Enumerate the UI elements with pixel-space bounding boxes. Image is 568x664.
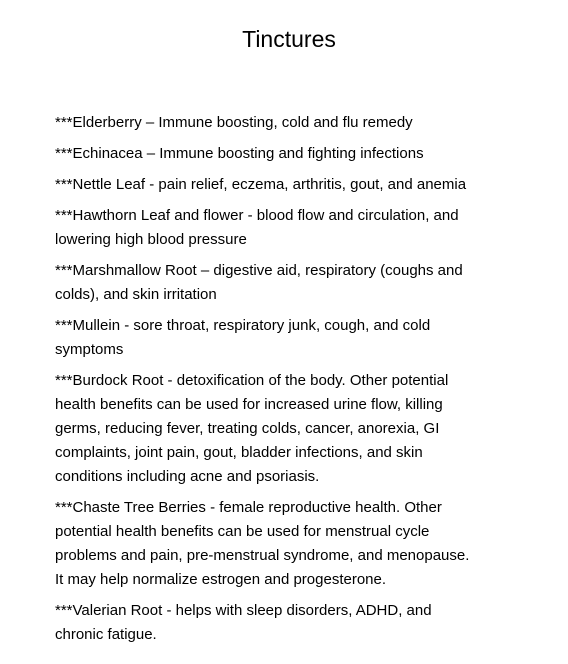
tincture-entry-nettle-leaf xyxy=(55,173,525,197)
tincture-entry-valerian-root xyxy=(55,599,525,647)
tincture-entry-elderberry xyxy=(55,111,525,135)
entry-line: germs, reducing fever, treating colds, cancer, anorexia, GI xyxy=(55,420,440,437)
entry-line: ***Mullein - sore throat, respiratory junk, cough, and cold xyxy=(55,317,431,334)
entry-line: ***Hawthorn Leaf and flower - blood flow and circulation, and xyxy=(55,207,459,224)
tincture-entry-marshmallow-root xyxy=(55,259,525,307)
entry-line: conditions including acne and psoriasis. xyxy=(55,468,320,485)
tincture-entry-hawthorn xyxy=(55,204,525,252)
entry-line: health benefits can be used for increased urine flow, killing xyxy=(55,396,443,413)
entry-line: ***Elderberry – Immune boosting, cold and flu remedy xyxy=(55,114,413,131)
entry-line: lowering high blood pressure xyxy=(55,231,247,248)
entry-line: complaints, joint pain, gout, bladder infections, and skin xyxy=(55,444,423,461)
entry-line: problems and pain, pre-menstrual syndrome, and menopause. xyxy=(55,547,470,564)
entry-line: colds), and skin irritation xyxy=(55,286,217,303)
tincture-entry-echinacea xyxy=(55,142,525,166)
entry-line: ***Echinacea – Immune boosting and fighting infections xyxy=(55,145,424,162)
tincture-list xyxy=(55,111,525,654)
entry-line: potential health benefits can be used for menstrual cycle xyxy=(55,523,430,540)
entry-line: chronic fatigue. xyxy=(55,626,157,643)
entry-line: ***Marshmallow Root – digestive aid, respiratory (coughs and xyxy=(55,262,463,279)
entry-line: It may help normalize estrogen and progesterone. xyxy=(55,571,387,588)
entry-line: ***Valerian Root - helps with sleep disorders, ADHD, and xyxy=(55,602,432,619)
entry-line: symptoms xyxy=(55,341,124,358)
document-title: Tinctures xyxy=(242,26,336,52)
entry-line: ***Nettle Leaf - pain relief, eczema, arthritis, gout, and anemia xyxy=(55,176,467,193)
tincture-entry-burdock-root xyxy=(55,369,525,489)
entry-line: ***Burdock Root - detoxification of the body. Other potential xyxy=(55,372,449,389)
tincture-entry-mullein xyxy=(55,314,525,362)
tincture-entry-chaste-tree-berries xyxy=(55,496,525,592)
entry-line: ***Chaste Tree Berries - female reproductive health. Other xyxy=(55,499,442,516)
